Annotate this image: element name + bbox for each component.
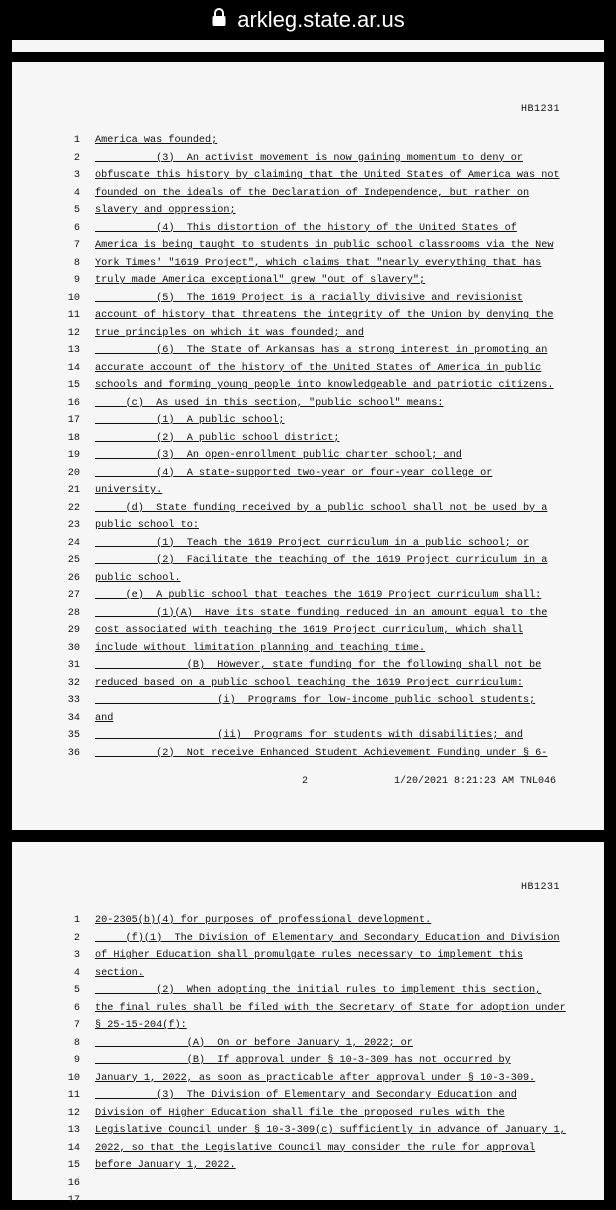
line-text: (2) Facilitate the teaching of the 1619 Project curriculum in a <box>95 555 548 566</box>
line-text: founded on the ideals of the Declaration of Independence, but rather on <box>95 187 530 199</box>
line-text: (2) When adopting the initial rules to implement this section, <box>95 985 542 996</box>
line-text: January 1, 2022, as soon as practicable after approval under § 10-3-309. <box>95 1072 536 1084</box>
document-line <box>12 325 604 343</box>
document-line <box>12 1035 604 1053</box>
line-text: (1)(A) Have its state funding reduced in an amount equal to the <box>95 607 548 619</box>
line-number: 8 <box>73 1037 80 1049</box>
line-text: and <box>95 712 114 724</box>
line-text: truly made America exceptional" grew "out of slavery"; <box>95 275 426 286</box>
document-line <box>12 640 604 658</box>
line-number: 19 <box>67 450 80 461</box>
line-number: 9 <box>73 1055 80 1066</box>
line-text: (1) A public school; <box>95 415 285 426</box>
line-number: 7 <box>73 240 80 251</box>
bill-number-header: HB1231 <box>520 882 560 893</box>
line-number: 15 <box>67 1160 80 1171</box>
line-text: (2) A public school district; <box>95 432 340 444</box>
document-page <box>12 842 604 1206</box>
document-line <box>12 255 604 273</box>
line-number: 25 <box>67 555 80 566</box>
line-text: (B) If approval under § 10-3-309 has not occurred by <box>95 1055 511 1066</box>
line-number: 34 <box>67 712 80 724</box>
line-number: 32 <box>67 677 80 689</box>
line-number: 14 <box>67 1142 80 1154</box>
line-text: section. <box>95 967 144 979</box>
document-line <box>12 570 604 588</box>
line-number: 13 <box>67 1125 80 1136</box>
line-number: 24 <box>67 537 80 549</box>
document-line <box>12 1070 604 1088</box>
document-line <box>12 535 604 553</box>
line-text: 2022, so that the Legislative Council may consider the rule for approval <box>95 1142 536 1154</box>
document-line <box>12 360 604 378</box>
line-number: 31 <box>67 660 80 671</box>
document-line <box>12 727 604 745</box>
document-line <box>12 657 604 675</box>
line-number: 4 <box>73 187 80 199</box>
line-text: Legislative Council under § 10-3-309(c) sufficiently in advance of January 1, <box>95 1125 566 1136</box>
line-number: 18 <box>67 432 80 444</box>
document-line <box>12 342 604 360</box>
document-line <box>12 1087 604 1105</box>
document-line <box>12 1122 604 1140</box>
line-text: America was founded; <box>95 135 218 146</box>
document-line <box>12 150 604 168</box>
line-number: 6 <box>73 1002 80 1014</box>
line-text: (3) An open-enrollment public charter school; and <box>95 450 462 461</box>
document-line <box>12 482 604 500</box>
document-line <box>12 132 604 150</box>
document-line <box>12 982 604 1000</box>
line-number: 14 <box>67 362 80 374</box>
document-line <box>12 675 604 693</box>
line-number: 10 <box>67 1072 80 1084</box>
line-number: 1 <box>73 135 80 146</box>
document-line <box>12 307 604 325</box>
document-line <box>12 1017 604 1035</box>
document-line <box>12 290 604 308</box>
line-text: obfuscate this history by claiming that the United States of America was not <box>95 170 560 181</box>
line-number: 22 <box>67 502 80 514</box>
line-text: (e) A public school that teaches the 1619 Project curriculum shall: <box>95 590 542 601</box>
page-lines <box>12 132 604 762</box>
line-text: (4) A state-supported two-year or four-year college or <box>95 467 493 479</box>
document-line <box>12 185 604 203</box>
document-line <box>12 1000 604 1018</box>
line-text: (A) On or before January 1, 2022; or <box>95 1037 413 1049</box>
document-line <box>12 710 604 728</box>
lock-icon <box>211 7 227 33</box>
document-line <box>12 605 604 623</box>
document-line <box>12 500 604 518</box>
document-line <box>12 1105 604 1123</box>
document-line <box>12 1192 604 1210</box>
line-number: 10 <box>67 292 80 304</box>
line-number: 28 <box>67 607 80 619</box>
line-text: (3) The Division of Elementary and Secondary Education and <box>95 1090 517 1101</box>
document-line <box>12 552 604 570</box>
document-line <box>12 447 604 465</box>
line-text: (2) Not receive Enhanced Student Achievement Funding under § 6- <box>95 747 548 759</box>
line-text: (f)(1) The Division of Elementary and Secondary Education and Division <box>95 932 560 944</box>
line-number: 11 <box>67 310 80 321</box>
line-number: 20 <box>67 467 80 479</box>
line-text: cost associated with teaching the 1619 Project curriculum, which shall <box>95 625 523 636</box>
bill-number-header: HB1231 <box>520 104 560 115</box>
line-number: 3 <box>73 950 80 961</box>
line-number: 30 <box>67 642 80 654</box>
document-line <box>12 202 604 220</box>
line-number: 17 <box>67 1195 80 1206</box>
line-number: 8 <box>73 257 80 269</box>
document-line <box>12 1140 604 1158</box>
browser-url-bar[interactable] <box>0 0 616 40</box>
document-line <box>12 912 604 930</box>
line-text: public school to: <box>95 520 199 531</box>
document-line <box>12 1157 604 1175</box>
print-timestamp: 1/20/2021 8:21:23 AM TNL046 <box>394 776 557 787</box>
document-line <box>12 692 604 710</box>
line-number: 33 <box>67 695 80 706</box>
document-line <box>12 745 604 763</box>
line-text: (c) As used in this section, "public school" means: <box>95 397 444 409</box>
line-text: (3) An activist movement is now gaining momentum to deny or <box>95 152 523 164</box>
line-number: 12 <box>67 327 80 339</box>
line-number: 5 <box>73 205 80 216</box>
line-number: 11 <box>67 1090 80 1101</box>
line-number: 16 <box>67 1177 80 1189</box>
document-line <box>12 587 604 605</box>
page-number: 2 <box>302 776 309 787</box>
line-number: 12 <box>67 1107 80 1119</box>
line-text: slavery and oppression; <box>95 205 236 216</box>
document-line <box>12 395 604 413</box>
line-number: 26 <box>67 572 80 584</box>
line-number: 2 <box>73 152 80 164</box>
line-text: (1) Teach the 1619 Project curriculum in a public school; or <box>95 537 530 549</box>
line-text: (4) This distortion of the history of the United States of <box>95 222 517 234</box>
line-number: 1 <box>73 915 80 926</box>
line-text: accurate account of the history of the United States of America in public <box>95 362 542 374</box>
line-text: America is being taught to students in public school classrooms via the New <box>95 240 554 251</box>
line-text: (d) State funding received by a public school shall not be used by a <box>95 502 548 514</box>
document-line <box>12 930 604 948</box>
url-text: arkleg.state.ar.us <box>237 7 405 32</box>
document-line <box>12 465 604 483</box>
document-line <box>12 947 604 965</box>
document-line <box>12 430 604 448</box>
line-text: Division of Higher Education shall file the proposed rules with the <box>95 1107 505 1119</box>
line-text: 20-2305(b)(4) for purposes of professional development. <box>95 915 432 926</box>
document-line <box>12 1052 604 1070</box>
line-text: include without limitation planning and teaching time. <box>95 642 426 654</box>
document-page <box>12 62 604 830</box>
previous-page-bottom <box>12 40 604 52</box>
line-number: 15 <box>67 380 80 391</box>
line-text: § 25-15-204(f): <box>95 1020 187 1031</box>
line-text: (i) Programs for low-income public school students; <box>95 695 536 706</box>
line-text: the final rules shall be filed with the Secretary of State for adoption under <box>95 1002 566 1014</box>
line-number: 5 <box>73 985 80 996</box>
line-text: public school. <box>95 572 181 584</box>
document-line <box>12 412 604 430</box>
line-text: account of history that threatens the integrity of the Union by denying the <box>95 310 554 321</box>
line-text: true principles on which it was founded; and <box>95 327 364 339</box>
line-number: 9 <box>73 275 80 286</box>
document-line <box>12 622 604 640</box>
line-number: 4 <box>73 967 80 979</box>
line-number: 27 <box>67 590 80 601</box>
document-line <box>12 965 604 983</box>
line-text: York Times' "1619 Project", which claims that "nearly everything that has <box>95 257 542 269</box>
line-number: 35 <box>67 730 80 741</box>
line-number: 36 <box>67 747 80 759</box>
line-text: (ii) Programs for students with disabilities; and <box>95 730 523 741</box>
line-number: 7 <box>73 1020 80 1031</box>
line-number: 13 <box>67 345 80 356</box>
document-line <box>12 237 604 255</box>
line-text: before January 1, 2022. <box>95 1160 236 1171</box>
line-number: 21 <box>67 485 80 496</box>
line-text: schools and forming young people into knowledgeable and patriotic citizens. <box>95 380 554 391</box>
page-lines <box>12 912 604 1210</box>
line-text: (5) The 1619 Project is a racially divisive and revisionist <box>95 292 523 304</box>
document-line <box>12 377 604 395</box>
line-text: university. <box>95 485 163 496</box>
line-number: 17 <box>67 415 80 426</box>
document-line <box>12 517 604 535</box>
document-line <box>12 220 604 238</box>
document-line <box>12 167 604 185</box>
document-line <box>12 272 604 290</box>
line-text: (B) However, state funding for the following shall not be <box>95 660 542 671</box>
line-text: reduced based on a public school teaching the 1619 Project curriculum: <box>95 677 523 689</box>
line-text: of Higher Education shall promulgate rules necessary to implement this <box>95 950 523 961</box>
line-number: 6 <box>73 222 80 234</box>
document-line <box>12 1175 604 1193</box>
line-number: 16 <box>67 397 80 409</box>
line-number: 23 <box>67 520 80 531</box>
line-text: (6) The State of Arkansas has a strong interest in promoting an <box>95 345 548 356</box>
line-number: 2 <box>73 932 80 944</box>
line-number: 3 <box>73 170 80 181</box>
line-number: 29 <box>67 625 80 636</box>
